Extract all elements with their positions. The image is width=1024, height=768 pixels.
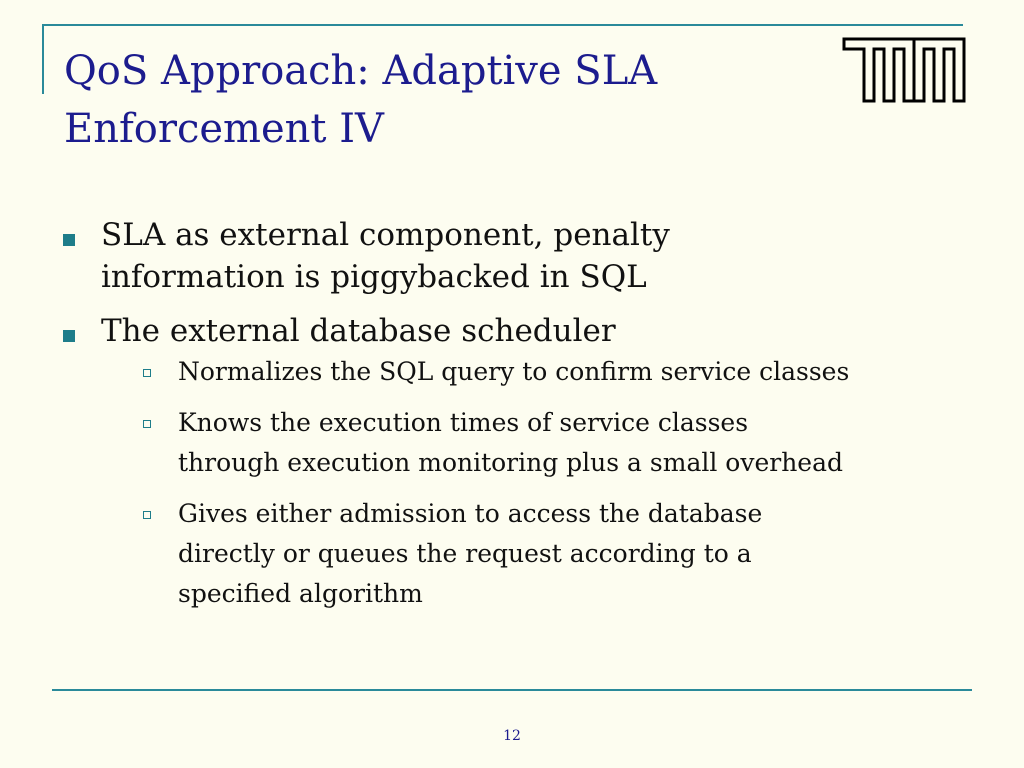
sub-bullet-text-line: specified algorithm [178, 579, 423, 608]
square-bullet-icon [63, 330, 75, 342]
sub-bullet-text-line: Normalizes the SQL query to confirm service classes [178, 357, 850, 386]
sub-bullet-text-line: directly or queues the request according to a [178, 539, 752, 568]
sub-bullet-list [101, 352, 980, 614]
slide-title-line-1: QoS Approach: Adaptive SLA [64, 48, 658, 94]
title-frame-left [42, 24, 44, 94]
sub-bullet-item [101, 494, 980, 614]
sub-bullet-item [101, 352, 980, 392]
square-bullet-icon [63, 234, 75, 246]
bullet-text-line: information is piggybacked in SQL [101, 259, 647, 295]
hollow-square-bullet-icon [143, 420, 151, 428]
hollow-square-bullet-icon [143, 369, 151, 377]
sub-bullet-text-line: Knows the execution times of service classes [178, 408, 749, 437]
sub-bullet-text-line: through execution monitoring plus a small overhead [178, 448, 844, 477]
footer-rule [52, 689, 972, 691]
bullet-list [60, 214, 980, 626]
sub-bullet-text-line: Gives either admission to access the database [178, 499, 763, 528]
bullet-text-line: SLA as external component, penalty [101, 217, 670, 253]
title-frame-top [42, 24, 963, 26]
page-number: 12 [503, 728, 521, 744]
slide-title-line-2: Enforcement IV [64, 106, 384, 152]
bullet-text-line: The external database scheduler [101, 313, 616, 349]
sub-bullet-item [101, 403, 980, 483]
hollow-square-bullet-icon [143, 511, 151, 519]
bullet-item [60, 214, 980, 298]
tum-logo [842, 37, 966, 103]
bullet-item [60, 310, 980, 614]
slide-title [64, 42, 804, 158]
